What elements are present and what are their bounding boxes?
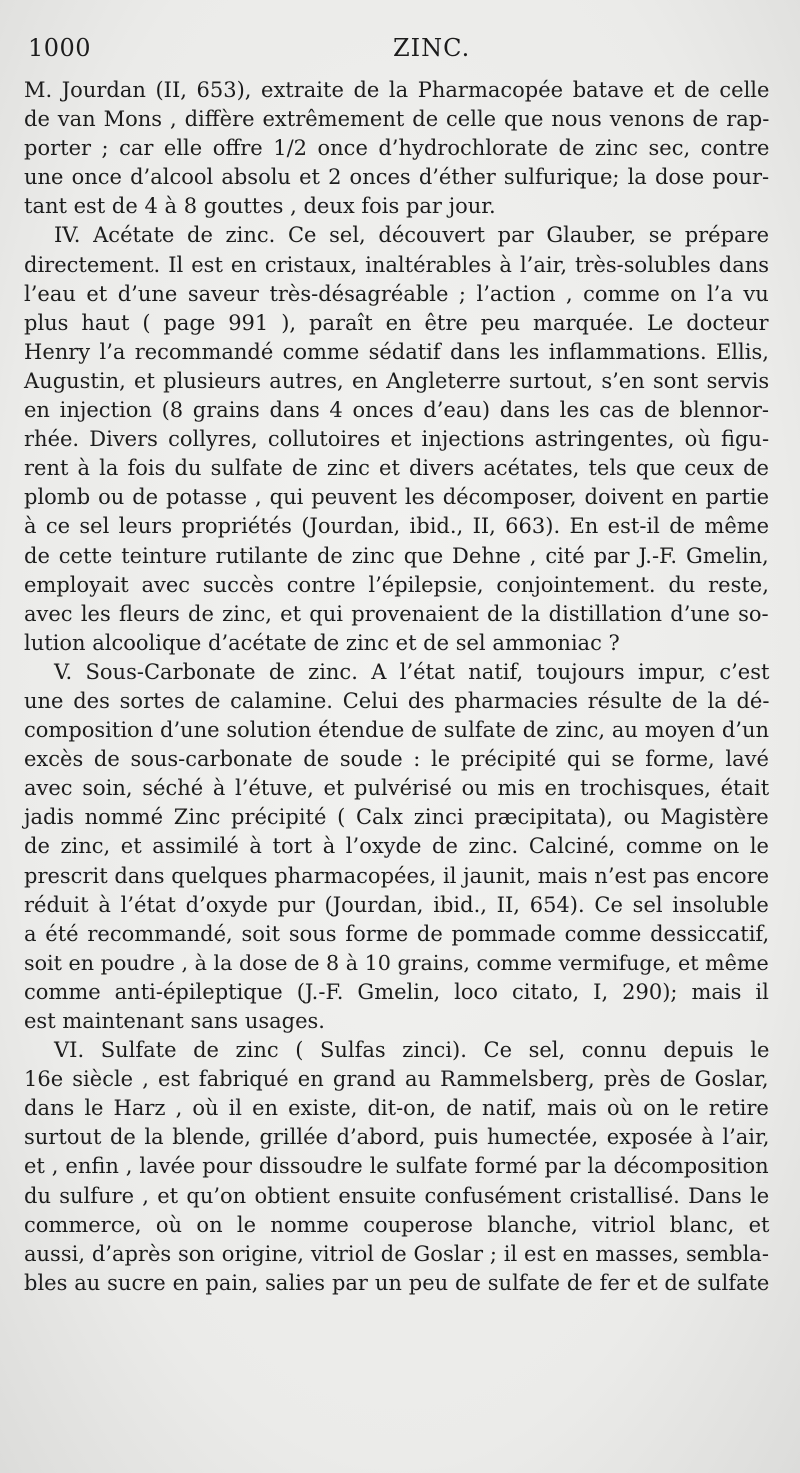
text-line: surtout de la blende, grillée d’abord, puis humectée, exposée à l’air, [24,1125,770,1150]
text-line: M. Jourdan (II, 653), extraite de la Pharmacopée batave et de celle [24,78,770,102]
text-line: V. Sous-Carbonate de zinc. A l’état natif, toujours impur, c’est [54,659,770,684]
text-line: VI. Sulfate de zinc ( Sulfas zinci). Ce sel, connu depuis le [54,1038,770,1063]
text-line: en injection (8 grains dans 4 onces d’eau) dans les cas de blennor- [24,398,769,423]
text-line: a été recommandé, soit sous forme de pommade comme dessiccatif, [24,921,770,946]
text-line: composition d’une solution étendue de sulfate de zinc, au moyen d’un [24,718,770,743]
text-line: et , enfin , lavée pour dissoudre le sulfate formé par la décomposition [24,1154,769,1179]
text-line: avec soin, séché à l’étuve, et pulvérisé ou mis en trochisques, était [24,776,770,801]
text-line: comme anti-épileptique (J.-F. Gmelin, loco citato, I, 290); mais il [24,979,769,1004]
text-line: bles au sucre en pain, salies par un peu de sulfate de fer et de sulfate [24,1270,770,1295]
text-line: de zinc, et assimilé à tort à l’oxyde de zinc. Calciné, comme on le [24,834,769,859]
text-line: commerce, où on le nomme couperose blanche, vitriol blanc, et [24,1212,770,1237]
running-head: ZINC. [393,34,471,62]
text-line: plomb ou de potasse , qui peuvent les décomposer, doivent en partie [24,485,770,510]
text-line: porter ; car elle offre 1/2 once d’hydrochlorate de zinc sec, contre [24,136,770,161]
page-header [28,34,772,64]
text-line: prescrit dans quelques pharmacopées, il jaunit, mais n’est pas encore [24,863,770,888]
text-line: plus haut ( page 991 ), paraît en être peu marquée. Le docteur [24,310,769,335]
text-line: rent à la fois du sulfate de zinc et divers acétates, tels que ceux de [24,456,769,481]
text-line: lution alcoolique d’acétate de zinc et de sel ammoniac ? [24,630,620,655]
text-line: 16e siècle , est fabriqué en grand au Rammelsberg, près de Goslar, [24,1067,769,1092]
text-line: l’eau et d’une saveur très-désagréable ; l’action , comme on l’a vu [24,281,769,306]
text-line: excès de sous-carbonate de soude : le précipité qui se forme, lavé [24,747,769,772]
page-number: 1000 [28,34,92,62]
text-line: avec les fleurs de zinc, et qui provenaient de la distillation d’une so- [24,601,769,626]
text-line: de cette teinture rutilante de zinc que Dehne , cité par J.-F. Gmelin, [24,543,769,568]
text-line: du sulfure , et qu’on obtient ensuite confusément cristallisé. Dans le [24,1183,770,1208]
body-text [24,76,769,1298]
text-line: une des sortes de calamine. Celui des pharmacies résulte de la dé- [24,688,770,713]
text-line: jadis nommé Zinc précipité ( Calx zinci præcipitata), ou Magistère [24,805,769,830]
text-line: employait avec succès contre l’épilepsie, conjointement. du reste, [24,572,769,597]
text-line: à ce sel leurs propriétés (Jourdan, ibid., II, 663). En est-il de même [24,514,770,539]
text-line: aussi, d’après son origine, vitriol de Goslar ; il est en masses, sembla- [24,1241,769,1266]
text-line: une once d’alcool absolu et 2 onces d’éther sulfurique; la dose pour- [24,165,770,190]
text-line: de van Mons , diffère extrêmement de celle que nous venons de rap- [24,107,770,132]
text-line: réduit à l’état d’oxyde pur (Jourdan, ibid., II, 654). Ce sel insoluble [24,892,769,917]
text-line: rhée. Divers collyres, collutoires et injections astringentes, où figu- [24,427,770,452]
text-line: dans le Harz , où il en existe, dit-on, de natif, mais où on le retire [24,1096,769,1121]
text-line: est maintenant sans usages. [24,1009,325,1033]
text-line: soit en poudre , à la dose de 8 à 10 grains, comme vermifuge, et même [24,950,769,975]
text-line: Henry l’a recommandé comme sédatif dans les inflammations. Ellis, [24,339,769,364]
text-line: Augustin, et plusieurs autres, en Angleterre surtout, s’en sont servis [24,368,770,393]
text-line: directement. Il est en cristaux, inaltérables à l’air, très-solubles dans [24,252,770,277]
text-line: tant est de 4 à 8 gouttes , deux fois par jour. [24,194,496,219]
text-line: IV. Acétate de zinc. Ce sel, découvert par Glauber, se prépare [54,223,770,248]
